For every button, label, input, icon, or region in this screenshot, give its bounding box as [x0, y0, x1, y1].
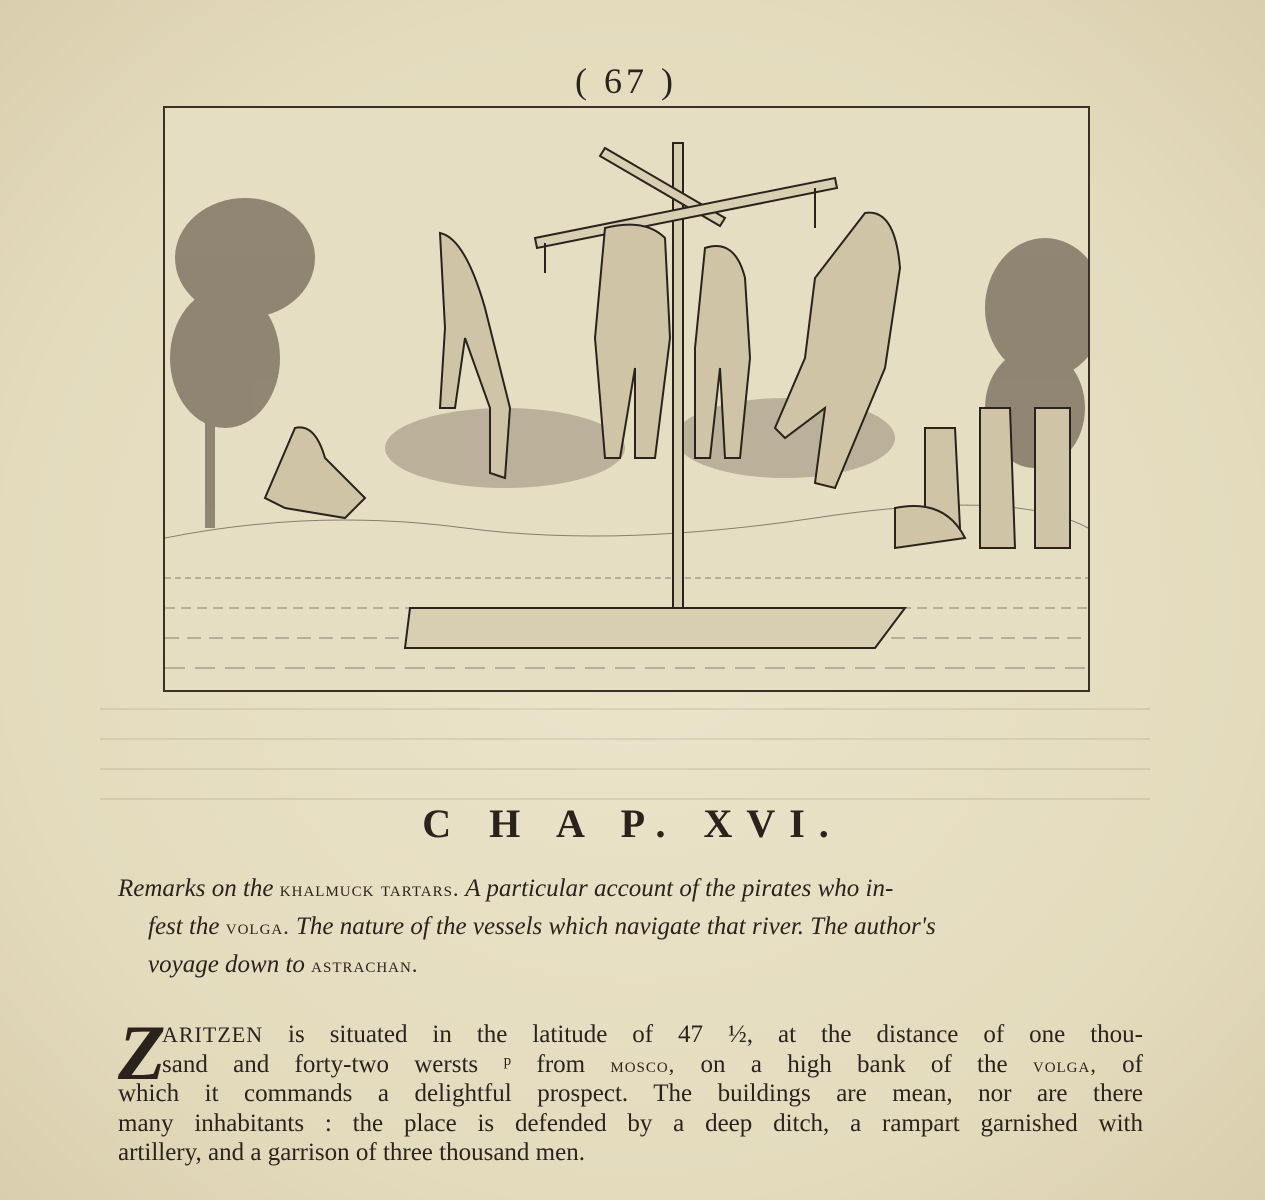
text-line: [118, 1109, 1143, 1139]
text-run: voyage down to: [148, 951, 312, 978]
small-caps-term: mosco,: [610, 1051, 676, 1077]
text-run: artillery, and a garrison of three thousand men.: [118, 1139, 585, 1166]
text-line: [118, 1050, 1143, 1080]
engraving-drawing: [165, 108, 1088, 690]
chapter-heading: C H A P. XVI.: [422, 801, 843, 846]
text-run: many inhabitants : the place is defended by a deep ditch, a rampart garnished with: [118, 1109, 1143, 1137]
small-caps-term: volga,: [1032, 1051, 1097, 1077]
text-run: of: [1096, 1050, 1143, 1078]
text-line: [118, 870, 1158, 908]
text-line: [118, 908, 1158, 946]
drop-cap: Z: [118, 1009, 166, 1096]
small-caps-term: khalmuck tartars.: [279, 876, 460, 901]
text-line: [118, 1079, 1143, 1109]
page-number: ( 67 ): [575, 61, 677, 101]
text-run: fest the: [148, 913, 226, 940]
text-run: The nature of the vessels which navigate that river. The author's: [289, 913, 936, 940]
text-run: on a high bank of the: [675, 1050, 1033, 1078]
small-caps-term: astrachan.: [311, 952, 419, 977]
chapter-summary: [118, 870, 1158, 984]
small-caps-term: volga.: [225, 914, 290, 939]
body-text: [118, 1009, 1143, 1168]
text-run: which it commands a delightful prospect. The buildings are mean, nor are there: [118, 1080, 1143, 1107]
small-caps-term: ARITZEN: [162, 1022, 264, 1047]
text-run: Remarks on the: [118, 875, 280, 902]
text-run: sand and forty-two wersts ᵖ from: [162, 1050, 611, 1078]
text-line: [118, 946, 1158, 984]
engraving-illustration: [163, 106, 1090, 692]
text-run: is situated in the latitude of 47 ½, at the distance of one thou-: [263, 1021, 1143, 1048]
show-through-text: [100, 690, 1150, 810]
text-line: [118, 1138, 1143, 1168]
text-run: A particular account of the pirates who in-: [459, 875, 894, 902]
text-line: [118, 1020, 1143, 1050]
